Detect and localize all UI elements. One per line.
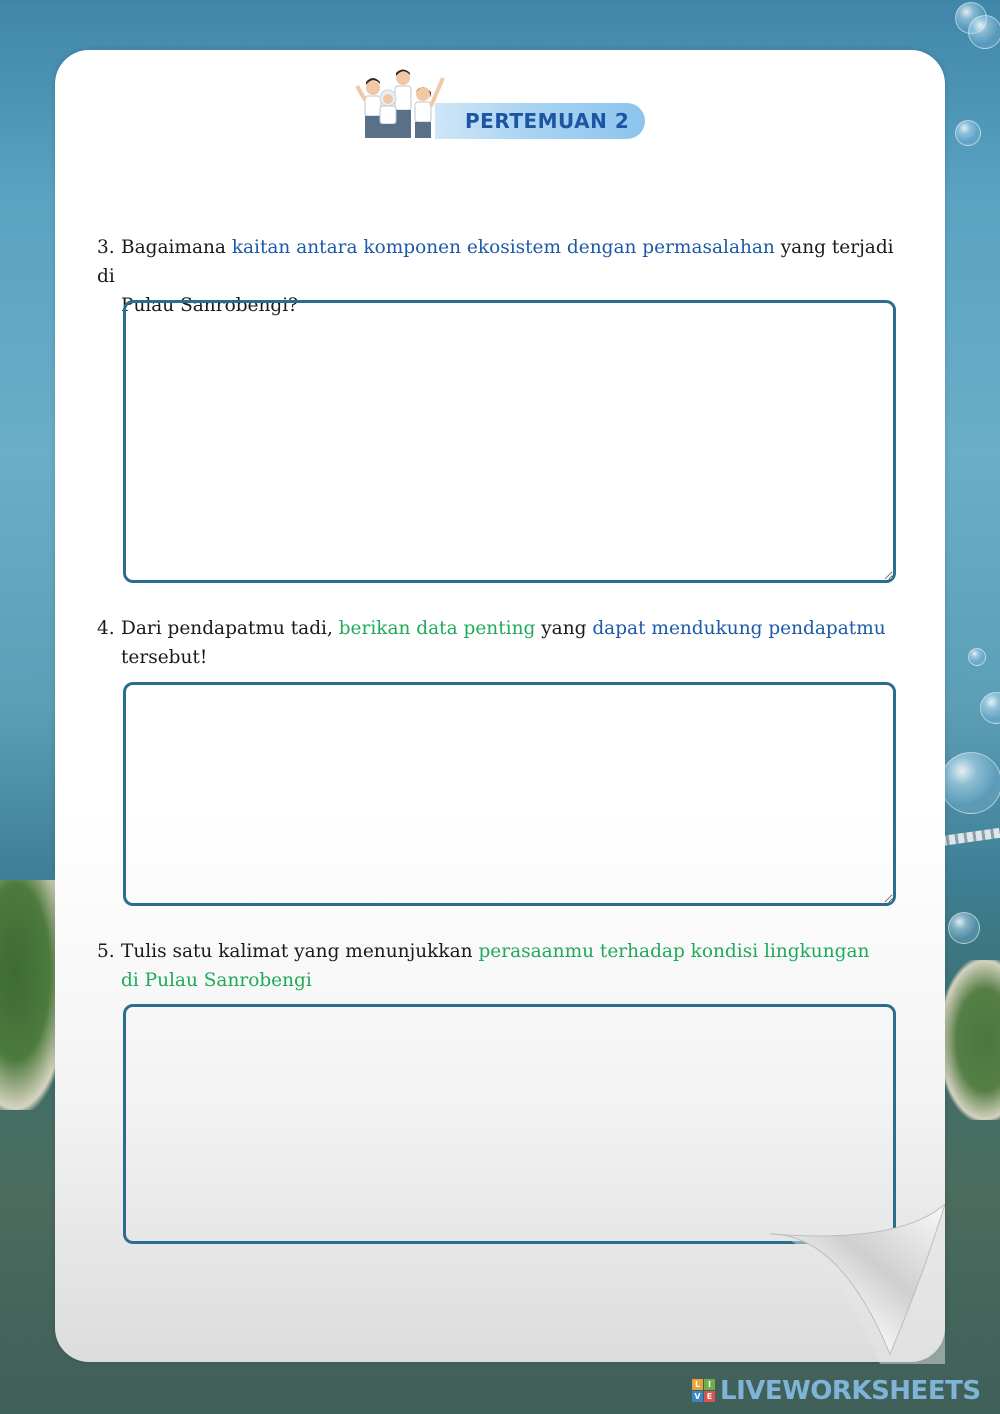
island-decoration	[940, 960, 1000, 1120]
bubble-decoration	[980, 692, 1000, 724]
question-4	[97, 614, 907, 672]
watermark-text: LIVEWORKSHEETS	[720, 1376, 981, 1406]
page-title: PERTEMUAN 2	[465, 109, 630, 133]
question-number: 3.	[97, 237, 115, 258]
question-highlight: kaitan antara komponen ekosistem dengan permasalahan	[231, 237, 775, 258]
question-highlight: di Pulau Sanrobengi	[121, 970, 312, 991]
question-text: Pulau Sanrobengi?	[121, 295, 299, 316]
bubble-decoration	[948, 912, 980, 944]
bubble-decoration	[955, 120, 981, 146]
liveworksheets-watermark	[692, 1376, 981, 1406]
answer-box-4[interactable]	[123, 682, 896, 906]
answer-box-3[interactable]	[123, 300, 896, 583]
question-highlight: dapat mendukung pendapatmu	[592, 618, 886, 639]
question-text: yang	[535, 618, 593, 639]
liveworksheets-logo-icon: L I V E	[692, 1379, 716, 1403]
question-number: 5.	[97, 941, 115, 962]
page-curl-icon	[770, 1204, 945, 1364]
question-highlight: perasaanmu terhadap kondisi lingkungan	[478, 941, 870, 962]
pier-decoration	[940, 828, 1000, 846]
bubble-decoration	[940, 752, 1000, 814]
question-number: 4.	[97, 618, 115, 639]
meeting-banner	[435, 103, 645, 139]
question-text: Tulis satu kalimat yang menunjukkan	[121, 941, 479, 962]
bubble-decoration	[968, 648, 986, 666]
question-highlight: berikan data penting	[338, 618, 536, 639]
question-text: yang terjadi di	[97, 237, 894, 287]
question-text: Dari pendapatmu tadi,	[121, 618, 339, 639]
question-text: Bagaimana	[121, 237, 232, 258]
question-5	[97, 937, 907, 995]
question-text: tersebut!	[121, 647, 208, 668]
bubble-decoration	[968, 15, 1000, 49]
